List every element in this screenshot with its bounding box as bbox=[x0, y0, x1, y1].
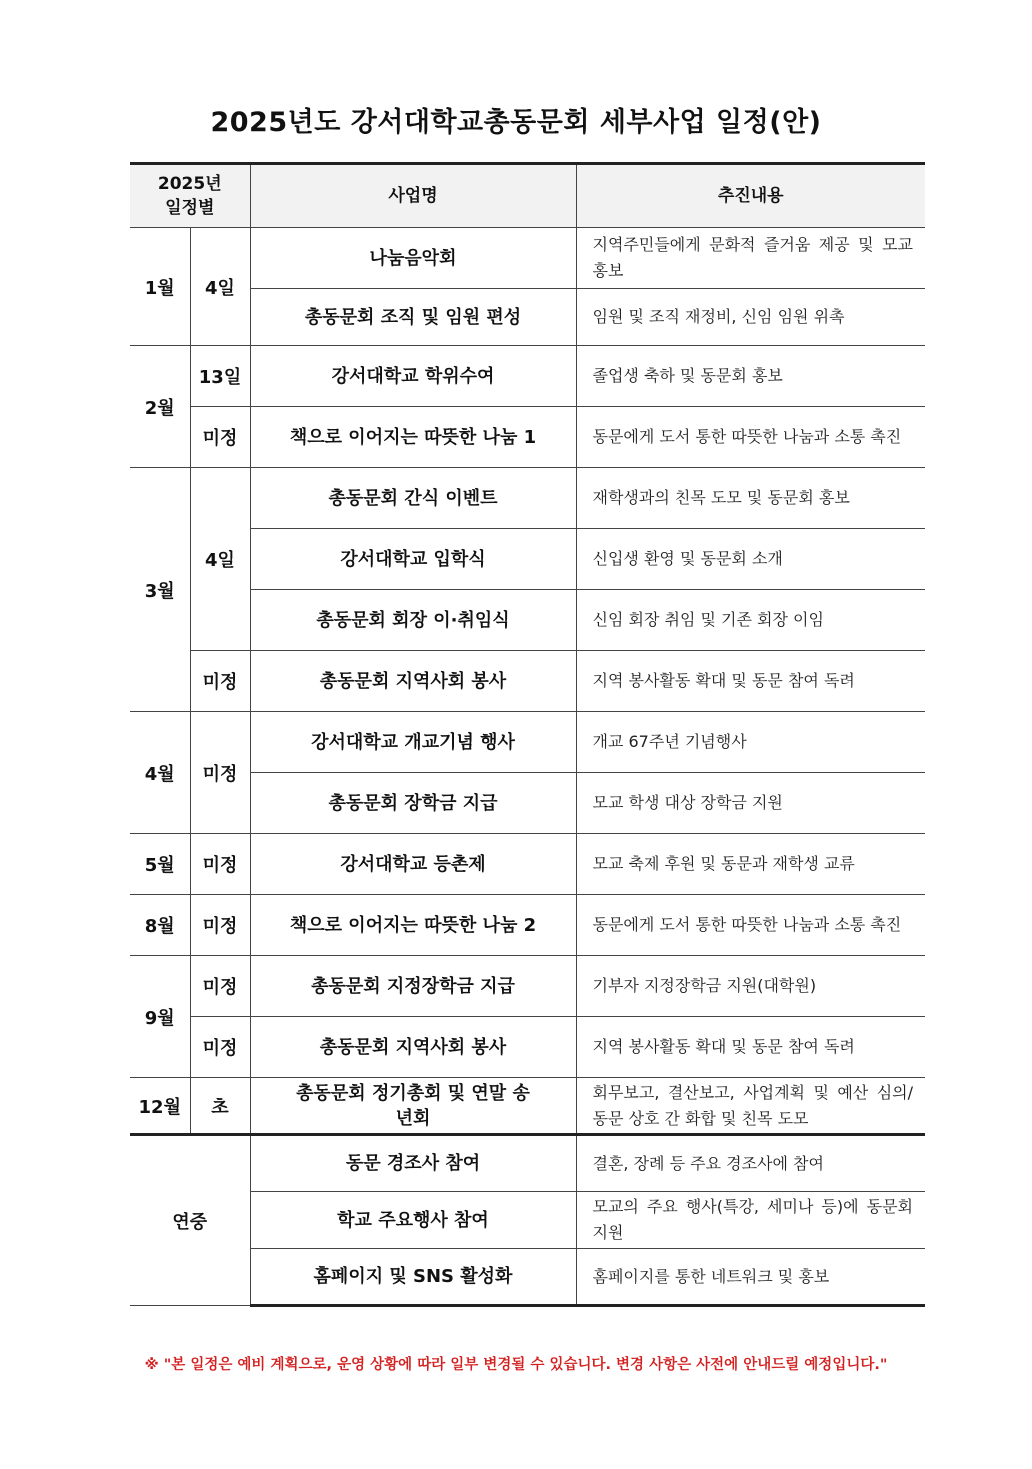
project-cell: 강서대학교 학위수여 bbox=[250, 346, 576, 407]
table-row bbox=[130, 1192, 925, 1249]
table-row bbox=[130, 1078, 925, 1135]
content-cell: 지역주민들에게 문화적 즐거움 제공 및 모교 홍보 bbox=[576, 228, 925, 289]
project-cell: 나눔음악회 bbox=[250, 228, 576, 289]
schedule-table bbox=[130, 162, 925, 1307]
content-cell: 신임 회장 취임 및 기존 회장 이임 bbox=[576, 590, 925, 651]
table-row bbox=[130, 468, 925, 529]
month-cell: 연중 bbox=[130, 1135, 250, 1306]
content-cell: 졸업생 축하 및 동문회 홍보 bbox=[576, 346, 925, 407]
project-cell: 총동문회 지역사회 봉사 bbox=[250, 651, 576, 712]
table-row bbox=[130, 1017, 925, 1078]
project-cell: 책으로 이어지는 따뜻한 나눔 1 bbox=[250, 407, 576, 468]
table-row bbox=[130, 1135, 925, 1192]
table-row bbox=[130, 228, 925, 289]
day-cell: 미정 bbox=[190, 651, 250, 712]
day-cell: 미정 bbox=[190, 895, 250, 956]
content-cell: 모교 학생 대상 장학금 지원 bbox=[576, 773, 925, 834]
table-row bbox=[130, 529, 925, 590]
content-cell: 재학생과의 친목 도모 및 동문회 홍보 bbox=[576, 468, 925, 529]
table-header-row bbox=[130, 164, 925, 228]
day-cell: 4일 bbox=[190, 228, 250, 346]
day-cell: 초 bbox=[190, 1078, 250, 1135]
project-cell: 홈페이지 및 SNS 활성화 bbox=[250, 1249, 576, 1306]
project-cell: 강서대학교 입학식 bbox=[250, 529, 576, 590]
month-cell: 9월 bbox=[130, 956, 190, 1078]
table-row bbox=[130, 834, 925, 895]
month-cell: 12월 bbox=[130, 1078, 190, 1135]
project-cell: 학교 주요행사 참여 bbox=[250, 1192, 576, 1249]
content-cell: 회무보고, 결산보고, 사업계획 및 예산 심의/ 동문 상호 간 화합 및 친목 도모 bbox=[576, 1078, 925, 1135]
header-project: 사업명 bbox=[250, 164, 576, 228]
day-cell: 미정 bbox=[190, 956, 250, 1017]
content-cell: 지역 봉사활동 확대 및 동문 참여 독려 bbox=[576, 1017, 925, 1078]
day-cell: 13일 bbox=[190, 346, 250, 407]
project-cell: 총동문회 지정장학금 지급 bbox=[250, 956, 576, 1017]
project-cell: 강서대학교 등촌제 bbox=[250, 834, 576, 895]
content-cell: 신입생 환영 및 동문회 소개 bbox=[576, 529, 925, 590]
month-cell: 2월 bbox=[130, 346, 190, 468]
project-cell: 책으로 이어지는 따뜻한 나눔 2 bbox=[250, 895, 576, 956]
project-cell: 총동문회 간식 이벤트 bbox=[250, 468, 576, 529]
project-cell: 총동문회 지역사회 봉사 bbox=[250, 1017, 576, 1078]
month-cell: 1월 bbox=[130, 228, 190, 346]
content-cell: 동문에게 도서 통한 따뜻한 나눔과 소통 촉진 bbox=[576, 895, 925, 956]
day-cell: 4일 bbox=[190, 468, 250, 651]
project-cell: 동문 경조사 참여 bbox=[250, 1135, 576, 1192]
month-cell: 8월 bbox=[130, 895, 190, 956]
content-cell: 임원 및 조직 재정비, 신임 임원 위촉 bbox=[576, 289, 925, 346]
content-cell: 동문에게 도서 통한 따뜻한 나눔과 소통 촉진 bbox=[576, 407, 925, 468]
table-row bbox=[130, 346, 925, 407]
content-cell: 홈페이지를 통한 네트워크 및 홍보 bbox=[576, 1249, 925, 1306]
table-row bbox=[130, 956, 925, 1017]
table-row bbox=[130, 289, 925, 346]
month-cell: 4월 bbox=[130, 712, 190, 834]
month-cell: 5월 bbox=[130, 834, 190, 895]
content-cell: 지역 봉사활동 확대 및 동문 참여 독려 bbox=[576, 651, 925, 712]
page-title: 2025년도 강서대학교총동문회 세부사업 일정(안) bbox=[210, 107, 822, 138]
project-cell: 총동문회 장학금 지급 bbox=[250, 773, 576, 834]
table-row bbox=[130, 1249, 925, 1306]
day-cell: 미정 bbox=[190, 712, 250, 834]
day-cell: 미정 bbox=[190, 407, 250, 468]
project-cell: 강서대학교 개교기념 행사 bbox=[250, 712, 576, 773]
month-cell: 3월 bbox=[130, 468, 190, 712]
header-schedule: 2025년 일정별 bbox=[130, 164, 250, 228]
header-content: 추진내용 bbox=[576, 164, 925, 228]
table-row bbox=[130, 895, 925, 956]
project-cell: 총동문회 회장 이·취임식 bbox=[250, 590, 576, 651]
table-row bbox=[130, 590, 925, 651]
table-row bbox=[130, 407, 925, 468]
content-cell: 모교의 주요 행사(특강, 세미나 등)에 동문회 지원 bbox=[576, 1192, 925, 1249]
content-cell: 개교 67주년 기념행사 bbox=[576, 712, 925, 773]
project-cell: 총동문회 조직 및 임원 편성 bbox=[250, 289, 576, 346]
content-cell: 결혼, 장례 등 주요 경조사에 참여 bbox=[576, 1135, 925, 1192]
content-cell: 모교 축제 후원 및 동문과 재학생 교류 bbox=[576, 834, 925, 895]
table-row bbox=[130, 773, 925, 834]
project-cell: 총동문회 정기총회 및 연말 송년회 bbox=[250, 1078, 576, 1135]
table-row bbox=[130, 712, 925, 773]
footnote: ※ "본 일정은 예비 계획으로, 운영 상황에 따라 일부 변경될 수 있습니다. 변경 사항은 사전에 안내드릴 예정입니다." bbox=[144, 1357, 888, 1373]
day-cell: 미정 bbox=[190, 1017, 250, 1078]
table-row bbox=[130, 651, 925, 712]
content-cell: 기부자 지정장학금 지원(대학원) bbox=[576, 956, 925, 1017]
day-cell: 미정 bbox=[190, 834, 250, 895]
